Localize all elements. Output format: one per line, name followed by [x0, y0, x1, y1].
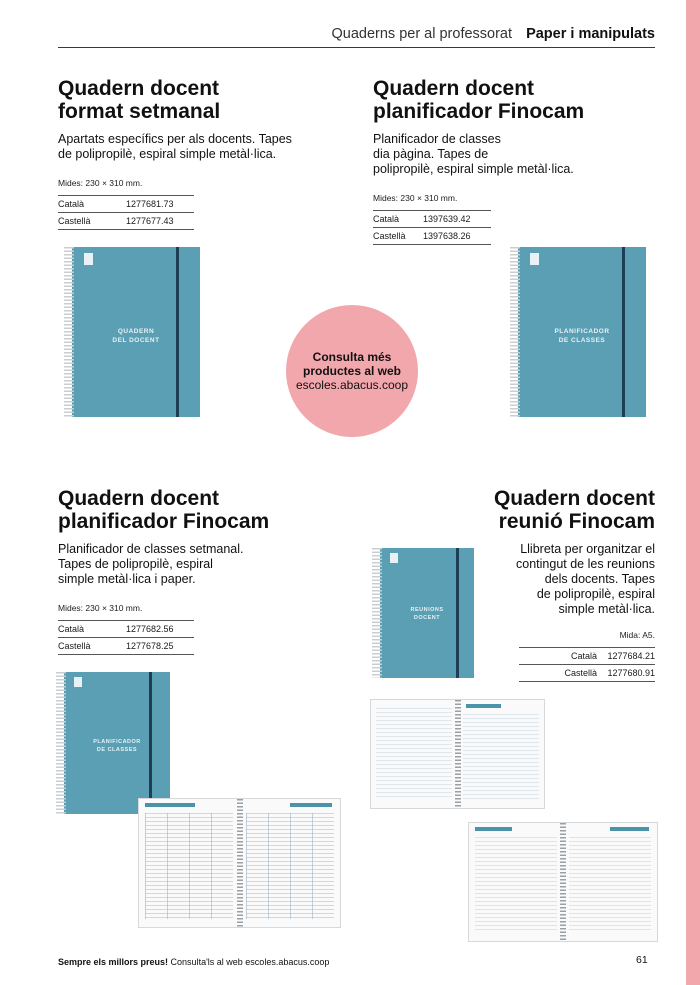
product-codes-table	[373, 210, 491, 245]
page-header-bar	[610, 827, 649, 831]
notebook-cover-reunions	[380, 548, 474, 678]
header-section: Quaderns per al professorat	[331, 26, 513, 42]
page-header-bar	[290, 803, 332, 807]
product-dimensions: Mides: 230 × 310 mm.	[58, 178, 143, 188]
page-number: 61	[636, 954, 648, 966]
table-row: Català 1277681.73	[58, 196, 194, 213]
planner-page-right	[458, 700, 545, 808]
product-description: Llibreta per organitzar el contingut de les reunions dels docents. Tapes de polipropilè, espiral simple metàl·lica.	[516, 542, 655, 616]
footer-text: Consulta'ls al web escoles.abacus.coop	[168, 957, 330, 967]
header-category: Paper i manipulats	[526, 26, 655, 42]
page-footer	[58, 957, 329, 967]
planner-page-left	[139, 799, 240, 927]
page-header-bar	[145, 803, 195, 807]
table-row: Castellà 1397638.26	[373, 228, 491, 245]
product-codes-table	[58, 195, 194, 230]
brand-logo-icon	[530, 253, 539, 265]
text-lines	[569, 837, 652, 933]
page-header-bar	[466, 704, 501, 708]
page-header-bar	[475, 827, 513, 831]
table-row: Castellà 1277680.91	[519, 665, 655, 682]
cover-title: PLANIFICADOR DE CLASSES	[93, 739, 141, 753]
promo-line: Consulta més	[312, 350, 392, 364]
promo-url: escoles.abacus.coop	[295, 378, 409, 392]
product-description: Planificador de classes setmanal. Tapes de polipropilè, espiral simple metàl·lica i paper.	[58, 542, 244, 586]
page-header	[58, 26, 655, 48]
product-title: Quadern docent format setmanal	[58, 77, 221, 123]
table-row: Castellà 1277678.25	[58, 638, 194, 655]
spiral-rings	[237, 799, 243, 927]
notebook-cover-planificador	[518, 247, 646, 417]
text-lines	[463, 714, 539, 800]
planner-spread-meetings	[468, 822, 658, 942]
table-row: Català 1277682.56	[58, 621, 194, 638]
product-dimensions: Mida: A5.	[619, 630, 655, 640]
product-description: Apartats específics per als docents. Tapes de polipropilè, espiral simple metàl·lica.	[58, 132, 292, 161]
promo-circle[interactable]	[286, 305, 418, 437]
product-title: Quadern docent planificador Finocam	[58, 487, 270, 533]
brand-logo-icon	[390, 553, 398, 563]
product-title: Quadern docent planificador Finocam	[373, 77, 585, 123]
grid-columns	[145, 813, 233, 919]
promo-line: productes al web	[302, 364, 402, 378]
product-codes-table	[58, 620, 194, 655]
spiral-rings	[560, 823, 566, 941]
footer-bold: Sempre els millors preus!	[58, 957, 169, 967]
product-codes-table	[519, 647, 655, 682]
planner-spread-reunions	[370, 699, 545, 809]
planner-page-left	[371, 700, 458, 808]
table-row: Català 1277684.21	[519, 648, 655, 665]
product-description: Planificador de classes dia pàgina. Tapes de polipropilè, espiral simple metàl·lica.	[373, 132, 574, 176]
brand-logo-icon	[74, 677, 82, 687]
product-dimensions: Mides: 230 × 310 mm.	[58, 603, 143, 613]
table-row: Castellà 1277677.43	[58, 213, 194, 230]
text-lines	[475, 837, 558, 933]
product-title: Quadern docent reunió Finocam	[493, 487, 655, 533]
planner-page-right	[563, 823, 657, 941]
planner-spread-weekly	[138, 798, 341, 928]
notebook-cover-planificador-setmanal	[64, 672, 170, 814]
side-color-strip	[686, 0, 700, 985]
product-planificador-diari	[373, 77, 663, 245]
cover-title: QUADERN DEL DOCENT	[112, 328, 160, 344]
product-format-setmanal	[58, 77, 318, 230]
grid-columns	[246, 813, 334, 919]
text-lines	[376, 708, 452, 800]
spiral-rings	[455, 700, 461, 808]
planner-page-left	[469, 823, 563, 941]
product-planificador-setmanal	[58, 487, 318, 655]
planner-page-right	[240, 799, 341, 927]
product-dimensions: Mides: 230 × 310 mm.	[373, 193, 458, 203]
cover-title: PLANIFICADOR DE CLASSES	[554, 328, 610, 344]
cover-title: REUNIONS DOCENT	[410, 607, 444, 621]
notebook-cover-quadern-docent	[72, 247, 200, 417]
table-row: Català 1397639.42	[373, 211, 491, 228]
brand-logo-icon	[84, 253, 93, 265]
